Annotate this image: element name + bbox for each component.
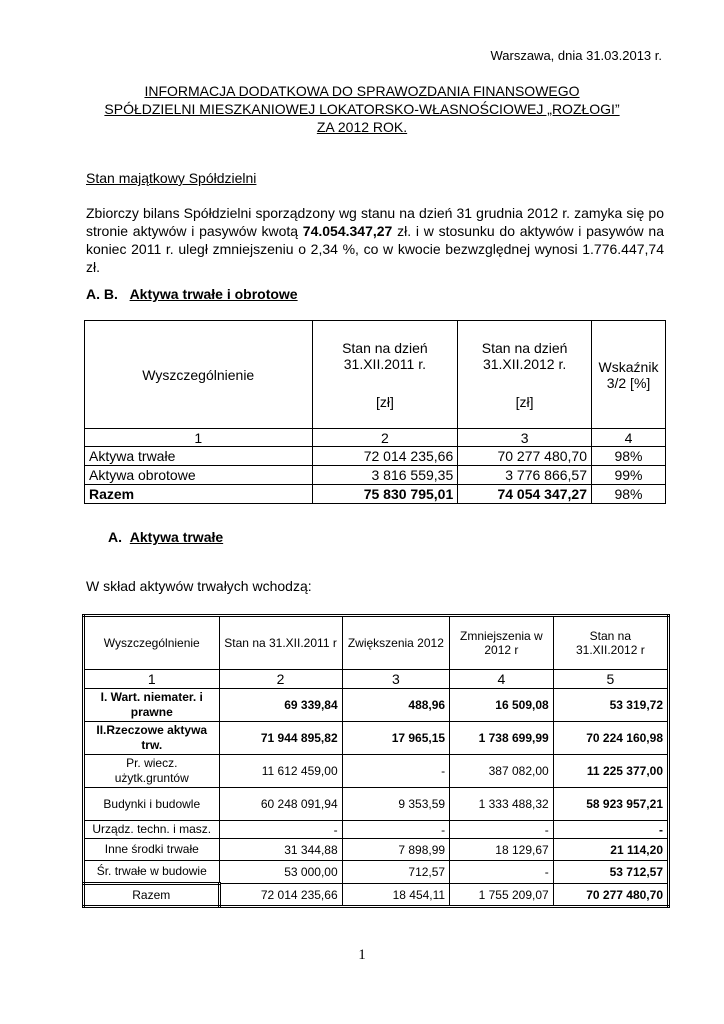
header-ratio-line2: 3/2 [%] <box>606 374 651 391</box>
header-2011-unit: [zł] <box>375 394 394 410</box>
value-2012: 74 054 347,27 <box>458 485 592 504</box>
column-number: 1 <box>84 670 220 689</box>
header-2011-line1: Stan na dzień <box>342 340 428 356</box>
table-total-row <box>85 485 666 504</box>
column-number: 5 <box>553 670 668 689</box>
page-number: 1 <box>358 947 366 963</box>
document-title-line-3: ZA 2012 ROK. <box>316 119 408 135</box>
row-label: Urządz. techn. i masz. <box>84 821 220 839</box>
header-cell-2011: Stan na 31.XII.2011 r <box>219 616 342 670</box>
intro-paragraph <box>86 204 664 276</box>
header-2011-line2: 31.XII.2011 r. <box>343 356 426 372</box>
row-label: Inne środki trwałe <box>84 839 220 861</box>
value-increase: 18 454,11 <box>342 884 449 907</box>
value-2011: 31 344,88 <box>219 839 342 861</box>
value-2011: 60 248 091,94 <box>219 788 342 821</box>
header-ratio-line1: Wskaźnik <box>598 358 659 375</box>
value-2011: 53 000,00 <box>219 861 342 884</box>
table-row <box>84 839 669 861</box>
table-header-row <box>85 321 666 429</box>
table-row <box>85 447 666 466</box>
row-label: Aktywa obrotowe <box>85 466 313 485</box>
column-number: 2 <box>312 429 458 447</box>
value-decrease: 1 333 488,32 <box>450 788 554 821</box>
column-number-row <box>84 670 669 689</box>
header-cell-description: Wyszczególnienie <box>84 616 220 670</box>
value-2011: 72 014 235,66 <box>312 447 458 466</box>
row-label: I. Wart. niemater. i prawne <box>84 689 220 722</box>
header-cell-increase: Zwiększenia 2012 <box>342 616 449 670</box>
intro-text-part2: zł. i w stosunku do aktywów i pasywów na koniec 2011 r. uległ zmniejszeniu o 2,34 %, co w kwocie bezwzględnej wynosi 1.776.447,74 zł. <box>86 223 664 275</box>
value-2012: 70 224 160,98 <box>553 722 668 755</box>
a-heading-title: Aktywa trwałe <box>129 529 224 545</box>
value-2012: 11 225 377,00 <box>553 755 668 788</box>
header-2012-line2: 31.XII.2012 r. <box>482 356 567 372</box>
value-2012: 3 776 866,57 <box>458 466 592 485</box>
value-2011: - <box>219 821 342 839</box>
header-cell-description: Wyszczególnienie <box>85 321 313 429</box>
value-decrease: 18 129,67 <box>450 839 554 861</box>
value-2012: 21 114,20 <box>553 839 668 861</box>
table-row <box>84 755 669 788</box>
row-label: Razem <box>85 485 313 504</box>
header-cell-2012 <box>458 321 592 429</box>
value-decrease: 16 509,08 <box>450 689 554 722</box>
value-increase: 488,96 <box>342 689 449 722</box>
value-2011: 11 612 459,00 <box>219 755 342 788</box>
value-2012: 70 277 480,70 <box>458 447 592 466</box>
column-number: 4 <box>450 670 554 689</box>
value-decrease: 1 738 699,99 <box>450 722 554 755</box>
a-heading-prefix: A. <box>108 529 122 545</box>
column-number: 4 <box>592 429 666 447</box>
value-2012: 53 712,57 <box>553 861 668 884</box>
header-cell-2011 <box>312 321 458 429</box>
table-row <box>84 722 669 755</box>
ab-heading-title: Aktywa trwałe i obrotowe <box>129 286 298 302</box>
document-title-line-2: SPÓŁDZIELNI MIESZKANIOWEJ LOKATORSKO-WŁASNOŚCIOWEJ „ROZŁOGI” <box>104 101 620 117</box>
header-cell-2012: Stan na 31.XII.2012 r <box>553 616 668 670</box>
table-header-row <box>84 616 669 670</box>
fixed-assets-table <box>82 614 670 908</box>
value-2012: 70 277 480,70 <box>553 884 668 907</box>
table-row <box>84 788 669 821</box>
ratio-value: 99% <box>592 466 666 485</box>
document-title-line-1: INFORMACJA DODATKOWA DO SPRAWOZDANIA FINANSOWEGO <box>144 83 580 99</box>
value-2011: 3 816 559,35 <box>312 466 458 485</box>
header-cell-ratio <box>592 321 666 429</box>
table-total-row <box>84 884 669 907</box>
column-number: 3 <box>458 429 592 447</box>
value-decrease: 1 755 209,07 <box>450 884 554 907</box>
row-label: II.Rzeczowe aktywa trw. <box>84 722 220 755</box>
table-row <box>84 821 669 839</box>
value-2012: 53 319,72 <box>553 689 668 722</box>
header-cell-decrease: Zmniejszenia w 2012 r <box>450 616 554 670</box>
value-2011: 71 944 895,82 <box>219 722 342 755</box>
ratio-value: 98% <box>592 485 666 504</box>
row-label: Aktywa trwałe <box>85 447 313 466</box>
value-2011: 69 339,84 <box>219 689 342 722</box>
value-2011: 75 830 795,01 <box>312 485 458 504</box>
value-2012: 58 923 957,21 <box>553 788 668 821</box>
section-heading: Stan majątkowy Spółdzielni <box>86 170 257 186</box>
header-2012-line1: Stan na dzień <box>481 340 568 356</box>
row-label: Śr. trwałe w budowie <box>84 861 220 884</box>
table-row <box>84 689 669 722</box>
intro-amount: 74.054.347,27 <box>302 223 393 239</box>
value-2012: - <box>553 821 668 839</box>
ab-heading <box>86 286 298 302</box>
column-number-row <box>85 429 666 447</box>
table-row <box>85 466 666 485</box>
a-heading <box>108 529 223 545</box>
value-increase: 712,57 <box>342 861 449 884</box>
value-2011: 72 014 235,66 <box>219 884 342 907</box>
row-label: Pr. wiecz. użytk.gruntów <box>84 755 220 788</box>
value-increase: - <box>342 755 449 788</box>
row-label: Razem <box>84 884 220 907</box>
column-number: 2 <box>219 670 342 689</box>
header-2012-unit: [zł] <box>515 394 534 410</box>
value-decrease: - <box>450 861 554 884</box>
value-increase: 17 965,15 <box>342 722 449 755</box>
column-number: 1 <box>85 429 313 447</box>
intro-text-part1: Zbiorczy bilans Spółdzielni sporządzony wg stanu na dzień 31 grudnia 2012 r. zamyka się po stronie aktywów i pasywów kwotą <box>86 205 664 239</box>
assets-summary-table <box>84 320 666 504</box>
column-number: 3 <box>342 670 449 689</box>
fixed-assets-intro: W skład aktywów trwałych wchodzą: <box>86 578 312 594</box>
document-date: Warszawa, dnia 31.03.2013 r. <box>490 48 662 63</box>
value-increase: - <box>342 821 449 839</box>
value-decrease: 387 082,00 <box>450 755 554 788</box>
row-label: Budynki i budowle <box>84 788 220 821</box>
ab-heading-prefix: A. B. <box>86 286 118 302</box>
value-decrease: - <box>450 821 554 839</box>
ratio-value: 98% <box>592 447 666 466</box>
value-increase: 7 898,99 <box>342 839 449 861</box>
value-increase: 9 353,59 <box>342 788 449 821</box>
table-row <box>84 861 669 884</box>
